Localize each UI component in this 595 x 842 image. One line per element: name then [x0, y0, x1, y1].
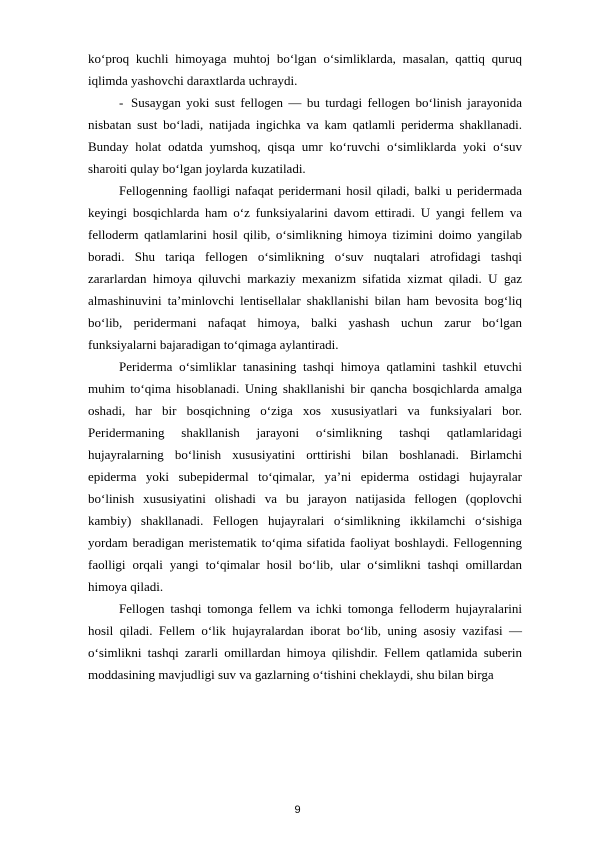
- list-dash-marker: -: [119, 95, 124, 110]
- paragraph-list-item-text: Susaygan yoki sust fellogen — bu turdagi fellogen bo‘linish jarayonida nisbatan sust bo‘ladi, natijada ingichka va kam qatlamli periderma shakllanadi. Bunday holat odatda yumshoq, qisqa umr ko‘ruvchi o‘simliklarda yoki o‘suv sharoiti qulay bo‘lgan joylarda kuzatiladi.: [88, 95, 522, 176]
- paragraph-continuation: ko‘proq kuchli himoyaga muhtoj bo‘lgan o‘simliklarda, masalan, qattiq quruq iqlimda yashovchi daraxtlarda uchraydi.: [88, 51, 522, 88]
- page-number: 9: [294, 804, 301, 816]
- paragraph-periderma-formation: Periderma o‘simliklar tanasining tashqi himoya qatlamini tashkil etuvchi muhim to‘qima hisoblanadi. Uning shakllanishi bir qancha bosqichlarda amalga oshadi, har bir bosqichning o‘ziga xos xususiyatlari va funksiyalari bor. Peridermaning shakllanish jarayoni o‘simlikning tashqi qatlamlaridagi hujayralarning bo‘linish xususiyatini orttirishi bilan boshlanadi. Birlamchi epiderma yoki subepidermal to‘qimalar, ya’ni epiderma ostidagi hujayralar bo‘linish xususiyatini olishadi va bu jarayon natijasida fellogen (qoplovchi kambiy) shakllanadi. Fellogen hujayralari o‘simlikning ikkilamchi o‘sishiga yordam beradigan meristematik to‘qima sifatida faoliyat boshlaydi. Fellogenning faolligi orqali yangi to‘qimalar hosil bo‘lib, ular o‘simlikni tashqi omillardan himoya qiladi.: [88, 359, 522, 594]
- paragraph-fellem-felloderm: Fellogen tashqi tomonga fellem va ichki tomonga felloderm hujayralarini hosil qiladi. Fellem o‘lik hujayralardan iborat bo‘lib, uning asosiy vazifasi — o‘simlikni tashqi zararli omillardan himoya qilishdir. Fellem qatlamida suberin moddasining mavjudligi suv va gazlarning o‘tishini cheklaydi, shu bilan birga: [88, 601, 522, 682]
- paragraph-list-item: [88, 92, 522, 180]
- document-page: [88, 48, 522, 686]
- paragraph-fellogen-activity: Fellogenning faolligi nafaqat peridermani hosil qiladi, balki u peridermada keyingi bosqichlarda ham o‘z funksiyalarini davom ettiradi. U yangi fellem va felloderm qatlamlarini hosil qilib, o‘simlikning himoya tizimini doimo yangilab boradi. Shu tariqa fellogen o‘simlikning o‘suv nuqtalari atrofidagi tashqi zararlardan himoya qiluvchi markaziy mexanizm sifatida xizmat qiladi. U gaz almashinuvini ta’minlovchi lentisellalar shakllanishi bilan ham bevosita bog‘liq bo‘lib, peridermani nafaqat himoya, balki yashash uchun zarur bo‘lgan funksiyalarni bajaradigan to‘qimaga aylantiradi.: [88, 183, 522, 352]
